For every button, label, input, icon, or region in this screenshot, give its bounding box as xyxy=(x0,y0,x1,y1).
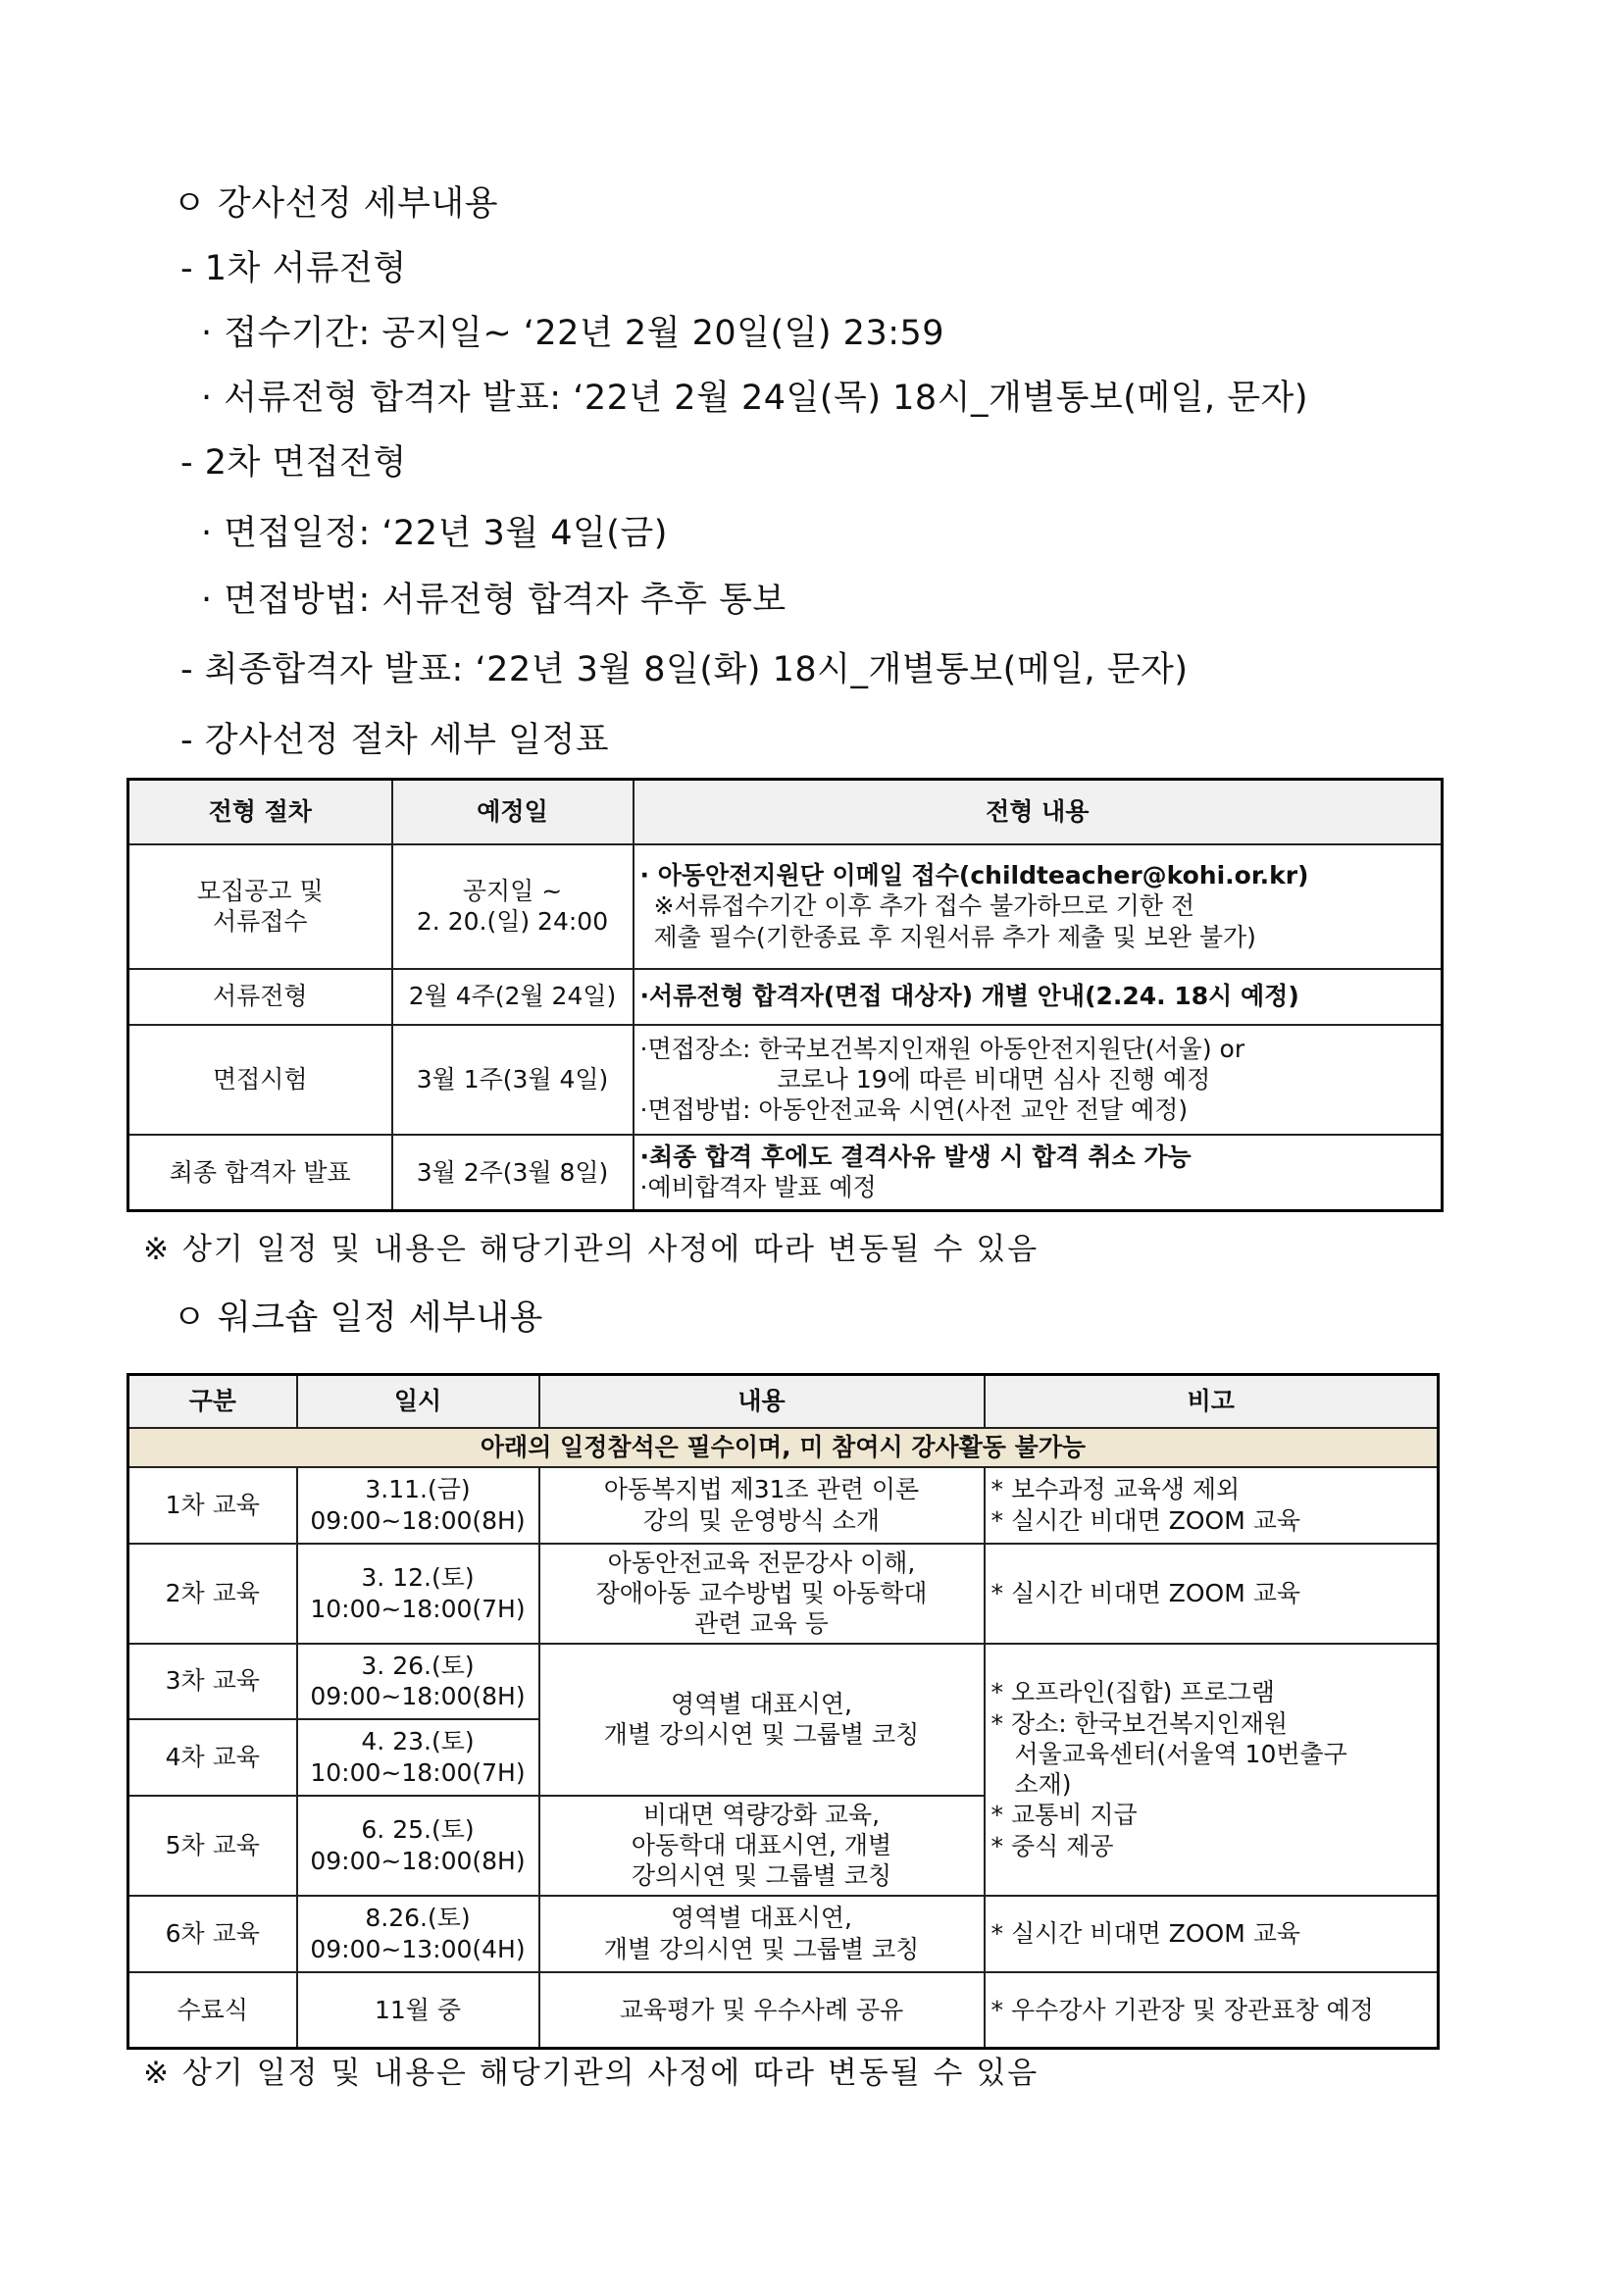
content-text: 강의시연 및 그룹별 코칭 xyxy=(631,1861,892,1891)
date-text: 3. 12.(토) xyxy=(361,1563,475,1593)
table-row xyxy=(128,1896,1439,1972)
remark-text: 서울교육센터(서울역 10번출구 xyxy=(1014,1739,1347,1768)
stage-text: 모집공고 및 xyxy=(196,876,324,905)
table-row xyxy=(128,1135,1443,1211)
header-content: 내용 xyxy=(539,1375,985,1428)
selection-schedule-table xyxy=(127,778,1444,1212)
time-text: 09:00~18:00(8H) xyxy=(310,1682,526,1710)
remark-text: * 중식 제공 xyxy=(990,1831,1114,1860)
content-text: ※서류접수기간 이후 추가 접수 불가하므로 기한 전 xyxy=(653,891,1195,921)
date-text: 3.11.(금) xyxy=(365,1475,471,1504)
remark-text: 소재) xyxy=(1014,1770,1072,1799)
date-text: 2월 4주(2월 24일) xyxy=(392,969,634,1025)
remark-text: * 실시간 비대면 ZOOM 교육 xyxy=(985,1896,1439,1972)
date-text: 공지일 ~ xyxy=(462,876,563,905)
remark-text: * 실시간 비대면 ZOOM 교육 xyxy=(990,1505,1301,1535)
remark-text: * 장소: 한국보건복지인재원 xyxy=(990,1708,1288,1738)
note-2: ※ 상기 일정 및 내용은 해당기관의 사정에 따라 변동될 수 있음 xyxy=(143,2056,1040,2091)
remark-text: * 교통비 지급 xyxy=(990,1801,1138,1830)
attendance-banner: 아래의 일정참석은 필수이며, 미 참여시 강사활동 불가능 xyxy=(128,1428,1439,1467)
step1-item-period: · 접수기간: 공지일~ ‘22년 2월 20일(일) 23:59 xyxy=(201,314,945,353)
workshop-schedule-table xyxy=(127,1373,1440,2050)
session-label: 6차 교육 xyxy=(128,1896,297,1972)
table-row xyxy=(128,969,1443,1025)
note-1: ※ 상기 일정 및 내용은 해당기관의 사정에 따라 변동될 수 있음 xyxy=(143,1232,1040,1267)
content-text: 아동복지법 제31조 관련 이론 xyxy=(603,1475,920,1504)
session-label: 2차 교육 xyxy=(128,1544,297,1644)
header-content: 전형 내용 xyxy=(634,780,1443,844)
content-text: · 아동안전지원단 이메일 접수(childteacher@kohi.or.kr) xyxy=(639,861,1309,890)
step2-item-date: · 면접일정: ‘22년 3월 4일(금) xyxy=(201,514,668,553)
date-text: 2. 20.(일) 24:00 xyxy=(416,907,609,936)
table-row xyxy=(128,1972,1439,2049)
time-text: 10:00~18:00(7H) xyxy=(310,1757,526,1787)
time-text: 09:00~13:00(4H) xyxy=(310,1934,526,1963)
content-text: 장애아동 교수방법 및 아동학대 xyxy=(595,1578,928,1607)
date-text: 8.26.(토) xyxy=(365,1904,471,1933)
time-text: 10:00~18:00(7H) xyxy=(310,1594,526,1623)
section2-heading: ㅇ 워크숍 일정 세부내용 xyxy=(173,1298,543,1338)
content-text: ·서류전형 합격자(면접 대상자) 개별 안내(2.24. 18시 예정) xyxy=(634,969,1443,1025)
content-text: 개별 강의시연 및 그룹별 코칭 xyxy=(603,1720,920,1749)
banner-row xyxy=(128,1428,1439,1467)
date-text: 6. 25.(토) xyxy=(361,1815,475,1845)
table-row xyxy=(128,1467,1439,1544)
content-text: 코로나 19에 따른 비대면 심사 진행 예정 xyxy=(777,1064,1211,1094)
header-datetime: 일시 xyxy=(297,1375,539,1428)
step2-item-method: · 면접방법: 서류전형 합격자 추후 통보 xyxy=(201,581,787,620)
content-text: 아동학대 대표시연, 개별 xyxy=(631,1830,892,1859)
time-text: 09:00~18:00(8H) xyxy=(310,1505,526,1535)
step2-heading: - 2차 면접전형 xyxy=(180,443,407,483)
session-label: 5차 교육 xyxy=(128,1796,297,1896)
table-header-row xyxy=(128,780,1443,844)
schedule-heading: - 강사선정 절차 세부 일정표 xyxy=(180,721,610,760)
remark-text: * 보수과정 교육생 제외 xyxy=(990,1475,1241,1504)
session-label: 수료식 xyxy=(128,1972,297,2049)
content-text: ·면접방법: 아동안전교육 시연(사전 교안 전달 예정) xyxy=(639,1095,1189,1125)
header-remarks: 비고 xyxy=(985,1375,1439,1428)
session-label: 4차 교육 xyxy=(128,1719,297,1796)
section1-heading: ㅇ 강사선정 세부내용 xyxy=(173,184,499,224)
session-label: 3차 교육 xyxy=(128,1644,297,1719)
date-text: 3월 2주(3월 8일) xyxy=(392,1135,634,1211)
date-text: 4. 23.(토) xyxy=(361,1727,475,1756)
final-announce: - 최종합격자 발표: ‘22년 3월 8일(화) 18시_개별통보(메일, 문자) xyxy=(180,650,1189,689)
content-text: 관련 교육 등 xyxy=(694,1609,829,1639)
table-header-row xyxy=(128,1375,1439,1428)
content-text: 영역별 대표시연, xyxy=(671,1904,852,1933)
content-text: 개별 강의시연 및 그룹별 코칭 xyxy=(603,1934,920,1963)
stage-text: 면접시험 xyxy=(128,1025,392,1135)
remark-text: * 오프라인(집합) 프로그램 xyxy=(990,1678,1275,1707)
date-text: 11월 중 xyxy=(297,1972,539,2049)
remark-text: * 우수강사 기관장 및 장관표창 예정 xyxy=(985,1972,1439,2049)
table-row xyxy=(128,1644,1439,1719)
header-category: 구분 xyxy=(128,1375,297,1428)
content-text: ·면접장소: 한국보건복지인재원 아동안전지원단(서울) or xyxy=(639,1034,1245,1063)
stage-text: 서류전형 xyxy=(128,969,392,1025)
content-text: 아동안전교육 전문강사 이해, xyxy=(607,1548,916,1577)
header-date: 예정일 xyxy=(392,780,634,844)
date-text: 3월 1주(3월 4일) xyxy=(392,1025,634,1135)
header-stage: 전형 절차 xyxy=(128,780,392,844)
session-label: 1차 교육 xyxy=(128,1467,297,1544)
content-text: 강의 및 운영방식 소개 xyxy=(642,1505,881,1535)
content-text: 비대면 역량강화 교육, xyxy=(642,1800,881,1829)
step1-item-announce: · 서류전형 합격자 발표: ‘22년 2월 24일(목) 18시_개별통보(메일, 문자) xyxy=(201,379,1308,418)
stage-text: 서류접수 xyxy=(212,907,308,936)
stage-text: 최종 합격자 발표 xyxy=(128,1135,392,1211)
content-text: ·최종 합격 후에도 결격사유 발생 시 합격 취소 가능 xyxy=(639,1143,1192,1171)
table-row xyxy=(128,1025,1443,1135)
time-text: 09:00~18:00(8H) xyxy=(310,1846,526,1875)
content-text: ·예비합격자 발표 예정 xyxy=(639,1173,877,1202)
content-text: 영역별 대표시연, xyxy=(671,1689,852,1718)
date-text: 3. 26.(토) xyxy=(361,1651,475,1680)
content-text: 제출 필수(기한종료 후 지원서류 추가 제출 및 보완 불가) xyxy=(653,922,1256,951)
remark-text: * 실시간 비대면 ZOOM 교육 xyxy=(985,1544,1439,1644)
content-text: 교육평가 및 우수사례 공유 xyxy=(539,1972,985,2049)
table-row xyxy=(128,1544,1439,1644)
step1-heading: - 1차 서류전형 xyxy=(180,249,407,288)
table-row xyxy=(128,844,1443,969)
